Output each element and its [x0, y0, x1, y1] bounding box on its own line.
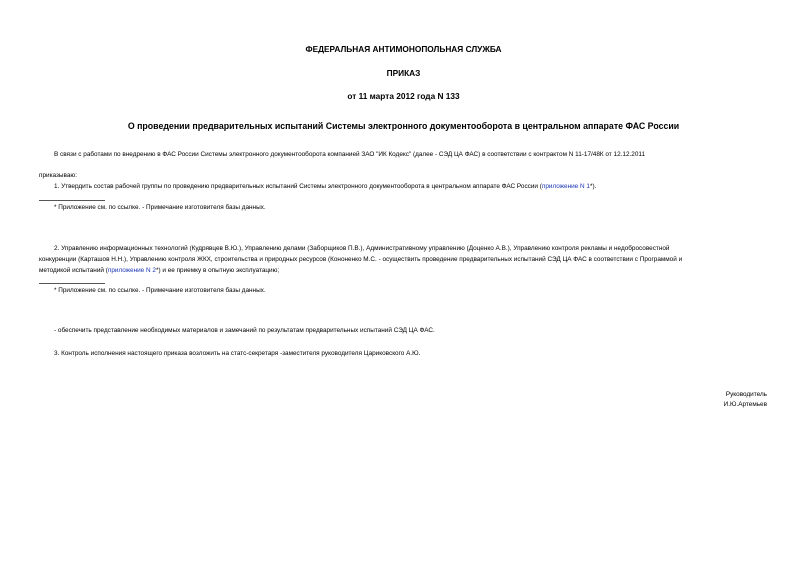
order-word: приказываю:	[39, 172, 77, 179]
item-2-line-3	[39, 266, 799, 277]
item-1-text: 1. Утвердить состав рабочей группы по проведению предварительных испытаний Системы электронного документооборота в центральном аппарате ФАС России (	[54, 183, 542, 190]
document-date-number: от 11 марта 2012 года N 133	[347, 91, 460, 101]
document-subject: О проведении предварительных испытаний Системы электронного документооборота в центральном аппарате ФАС России	[127, 121, 680, 131]
item-1-suffix: *).	[589, 183, 597, 190]
item-2-paragraph	[39, 244, 799, 276]
signature-name: И.Ю.Артемьев	[723, 401, 767, 408]
ensure-paragraph: - обеспечить представление необходимых материалов и замечаний по результатам предварительных испытаний СЭД ЦА ФАС.	[54, 327, 435, 334]
appendix-2-link[interactable]: приложение N 2	[107, 266, 156, 274]
footnote-1: * Приложение см. по ссылке. - Примечание изготовителя базы данных.	[54, 204, 266, 211]
footnote-2: * Приложение см. по ссылке. - Примечание изготовителя базы данных.	[54, 287, 266, 294]
item-2-line-3-suffix: *) и ее приемку в опытную эксплуатацию;	[155, 266, 280, 274]
agency-name: ФЕДЕРАЛЬНАЯ АНТИМОНОПОЛЬНАЯ СЛУЖБА	[305, 44, 502, 54]
item-1-paragraph	[54, 182, 596, 193]
footnote-divider-2	[39, 283, 105, 284]
signature-title: Руководитель	[725, 391, 767, 398]
intro-paragraph: В связи с работами по внедрению в ФАС России Системы электронного документооборота компанией ЗАО "ИК Кодекс" (далее - СЭД ЦА ФАС) в соответствии с контрактом N 11-17/48К от 12.12.2011	[54, 151, 646, 158]
appendix-1-link[interactable]: приложение N 1	[541, 183, 590, 190]
footnote-divider-1	[39, 200, 105, 201]
item-3-paragraph: 3. Контроль исполнения настоящего приказа возложить на статс-секретаря -заместителя руководителя Цариковского А.Ю.	[54, 350, 421, 357]
item-2-line-1: 2. Управлению информационных технологий (Кудрявцев В.Ю.), Управлению делами (Заборщиков П.В.), Административному управлению (Доценко А.В.), Управлению контроля рекламы и недобросовестной	[54, 245, 670, 252]
item-2-line-3-text: методикой испытаний (	[39, 266, 108, 274]
document-type: ПРИКАЗ	[386, 68, 421, 78]
item-2-line-2: конкуренции (Карташов Н.Н.), Управлению контроля ЖКХ, строительства и природных ресурсов (Кононенко М.С. - осуществить проведение предварительных испытаний СЭД ЦА ФАС в соответствии с Программой и	[39, 255, 683, 263]
